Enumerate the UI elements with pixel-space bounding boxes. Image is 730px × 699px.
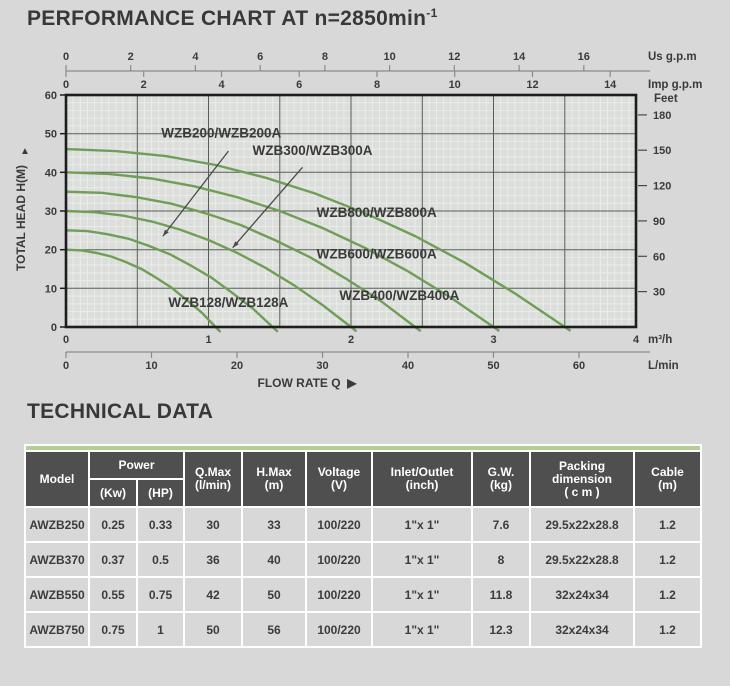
tick-label-us: 6 bbox=[257, 51, 264, 63]
col-header-packing-line3: ( c m ) bbox=[564, 484, 600, 499]
cell-packing: 32x24x34 bbox=[531, 578, 633, 611]
cell-hmax: 50 bbox=[243, 578, 305, 611]
col-header-cable-line2: (m) bbox=[658, 478, 677, 492]
cell-gw: 8 bbox=[473, 543, 529, 576]
tick-label-imp: 10 bbox=[448, 79, 461, 91]
col-header-cable bbox=[635, 452, 700, 506]
tick-label-m3h: 0 bbox=[62, 334, 70, 346]
cell-cable: 1.2 bbox=[635, 543, 700, 576]
cell-qmax: 42 bbox=[185, 578, 241, 611]
tick-label-m: 40 bbox=[44, 167, 57, 180]
curve-label-wzb800: WZB800/WZB800A bbox=[316, 204, 437, 220]
tick-label-us: 2 bbox=[127, 51, 134, 63]
tick-label-lmin: 60 bbox=[572, 360, 586, 372]
tick-label-imp: 0 bbox=[62, 79, 70, 91]
cell-model: AWZB250 bbox=[26, 508, 88, 541]
col-header-voltage-line1: Voltage bbox=[317, 465, 361, 479]
cell-hp: 0.75 bbox=[138, 578, 183, 611]
col-header-inlet-outlet bbox=[373, 452, 471, 506]
page-title bbox=[27, 6, 438, 31]
col-header-hmax bbox=[243, 452, 305, 506]
col-header-packing bbox=[531, 452, 633, 506]
curve-label-wzb128: WZB128/WZB128A bbox=[168, 294, 289, 310]
page-title-superscript: -1 bbox=[426, 6, 438, 20]
col-header-power: Power bbox=[90, 452, 183, 478]
tick-label-us: 0 bbox=[62, 51, 70, 63]
tick-label-lmin: 20 bbox=[230, 360, 244, 372]
tick-label-feet: 150 bbox=[653, 145, 672, 158]
tick-label-m: 60 bbox=[44, 90, 57, 102]
tick-label-m3h: 3 bbox=[490, 334, 497, 346]
cell-hp: 1 bbox=[138, 613, 183, 646]
y-axis-up-arrow-icon: ▲ bbox=[20, 146, 30, 157]
tick-label-us: 14 bbox=[512, 51, 526, 63]
tick-label-m: 0 bbox=[50, 322, 57, 334]
cell-cable: 1.2 bbox=[635, 613, 700, 646]
tick-label-m3h: 4 bbox=[632, 334, 640, 346]
cell-voltage: 100/220 bbox=[307, 613, 371, 646]
axis-unit-lmin: L/min bbox=[648, 360, 679, 372]
technical-data-table-wrap bbox=[24, 444, 702, 648]
col-header-voltage-line2: (V) bbox=[331, 478, 348, 492]
x-axis-title: FLOW RATE Q ▶ bbox=[257, 376, 357, 390]
page-title-text: PERFORMANCE CHART AT n=2850min bbox=[27, 7, 427, 30]
col-header-packing-line2: dimension bbox=[552, 471, 613, 486]
col-header-model: Model bbox=[26, 452, 88, 506]
tick-label-imp: 8 bbox=[373, 79, 381, 91]
tick-label-imp: 2 bbox=[140, 79, 147, 91]
tick-label-lmin: 50 bbox=[487, 360, 500, 372]
tick-label-lmin: 40 bbox=[401, 360, 415, 372]
tick-label-m3h: 2 bbox=[347, 334, 355, 346]
cell-qmax: 50 bbox=[185, 613, 241, 646]
curve-label-wzb200: WZB200/WZB200A bbox=[161, 125, 282, 141]
cell-hmax: 33 bbox=[243, 508, 305, 541]
tick-label-lmin: 0 bbox=[62, 360, 70, 372]
col-header-hp: (HP) bbox=[138, 480, 183, 506]
curve-label-wzb600: WZB600/WZB600A bbox=[316, 246, 437, 262]
col-header-inlet-line1: Inlet/Outlet bbox=[390, 465, 454, 479]
cell-hmax: 40 bbox=[243, 543, 305, 576]
col-header-hmax-line1: H.Max bbox=[256, 465, 292, 479]
axis-unit-us: Us g.p.m bbox=[648, 51, 697, 63]
cell-model: AWZB550 bbox=[26, 578, 88, 611]
col-header-qmax bbox=[185, 452, 241, 506]
col-header-inlet-line2: (inch) bbox=[405, 478, 439, 492]
table-row bbox=[26, 543, 700, 576]
tick-label-feet: 180 bbox=[653, 109, 672, 122]
cell-kw: 0.37 bbox=[90, 543, 136, 576]
tick-label-us: 10 bbox=[383, 51, 396, 63]
curve-label-wzb300: WZB300/WZB300A bbox=[252, 142, 373, 158]
col-header-hmax-line2: (m) bbox=[264, 478, 284, 492]
cell-model: AWZB370 bbox=[26, 543, 88, 576]
tick-label-m3h: 1 bbox=[205, 334, 212, 346]
tick-label-feet: 30 bbox=[653, 286, 666, 299]
cell-qmax: 36 bbox=[185, 543, 241, 576]
technical-data-title: TECHNICAL DATA bbox=[27, 400, 214, 423]
axis-unit-feet: Feet bbox=[654, 93, 678, 105]
cell-inlet: 1"x 1" bbox=[373, 613, 471, 646]
col-header-kw: (Kw) bbox=[90, 480, 136, 506]
tick-label-imp: 4 bbox=[218, 79, 225, 91]
cell-voltage: 100/220 bbox=[307, 578, 371, 611]
cell-inlet: 1"x 1" bbox=[373, 508, 471, 541]
tick-label-us: 16 bbox=[577, 51, 590, 63]
cell-hp: 0.33 bbox=[138, 508, 183, 541]
table-row bbox=[26, 508, 700, 541]
cell-inlet: 1"x 1" bbox=[373, 578, 471, 611]
tick-label-m: 20 bbox=[44, 244, 57, 257]
cell-gw: 7.6 bbox=[473, 508, 529, 541]
cell-gw: 12.3 bbox=[473, 613, 529, 646]
cell-model: AWZB750 bbox=[26, 613, 88, 646]
tick-label-m: 10 bbox=[44, 283, 57, 296]
col-header-cable-line1: Cable bbox=[651, 465, 684, 479]
tick-label-imp: 12 bbox=[526, 79, 539, 91]
tick-label-imp: 14 bbox=[604, 79, 617, 91]
table-header-row-1 bbox=[26, 452, 700, 478]
tick-label-m: 50 bbox=[44, 128, 57, 141]
cell-qmax: 30 bbox=[185, 508, 241, 541]
cell-hmax: 56 bbox=[243, 613, 305, 646]
tick-label-feet: 120 bbox=[653, 180, 672, 193]
col-header-gw-line1: G.W. bbox=[487, 465, 515, 479]
axis-unit-imp: Imp g.p.m bbox=[648, 79, 703, 91]
tick-label-m: 30 bbox=[44, 206, 57, 218]
col-header-packing-line1: Packing bbox=[559, 458, 606, 473]
cell-inlet: 1"x 1" bbox=[373, 543, 471, 576]
curve-label-wzb400: WZB400/WZB400A bbox=[339, 287, 460, 303]
tick-label-feet: 90 bbox=[653, 215, 666, 228]
cell-kw: 0.75 bbox=[90, 613, 136, 646]
col-header-gw-line2: (kg) bbox=[490, 478, 513, 492]
tick-label-imp: 6 bbox=[296, 79, 303, 91]
cell-packing: 29.5x22x28.8 bbox=[531, 543, 633, 576]
col-header-gw bbox=[473, 452, 529, 506]
cell-packing: 32x24x34 bbox=[531, 613, 633, 646]
technical-data-table bbox=[24, 450, 702, 648]
cell-voltage: 100/220 bbox=[307, 508, 371, 541]
col-header-voltage bbox=[307, 452, 371, 506]
cell-packing: 29.5x22x28.8 bbox=[531, 508, 633, 541]
cell-cable: 1.2 bbox=[635, 578, 700, 611]
cell-kw: 0.55 bbox=[90, 578, 136, 611]
tick-label-us: 4 bbox=[192, 51, 199, 63]
y-axis-title: TOTAL HEAD H(M) bbox=[14, 165, 28, 271]
col-header-qmax-line1: Q.Max bbox=[195, 465, 232, 479]
cell-voltage: 100/220 bbox=[307, 543, 371, 576]
tick-label-lmin: 10 bbox=[145, 360, 158, 372]
cell-cable: 1.2 bbox=[635, 508, 700, 541]
table-row bbox=[26, 613, 700, 646]
axis-unit-m3h: m³/h bbox=[648, 334, 673, 346]
tick-label-feet: 60 bbox=[653, 251, 666, 264]
tick-label-us: 12 bbox=[448, 51, 461, 63]
tick-label-us: 8 bbox=[321, 51, 328, 63]
cell-gw: 11.8 bbox=[473, 578, 529, 611]
cell-hp: 0.5 bbox=[138, 543, 183, 576]
col-header-qmax-line2: (l/min) bbox=[195, 478, 232, 492]
table-row bbox=[26, 578, 700, 611]
cell-kw: 0.25 bbox=[90, 508, 136, 541]
performance-chart bbox=[0, 38, 730, 400]
tick-label-lmin: 30 bbox=[316, 360, 329, 372]
